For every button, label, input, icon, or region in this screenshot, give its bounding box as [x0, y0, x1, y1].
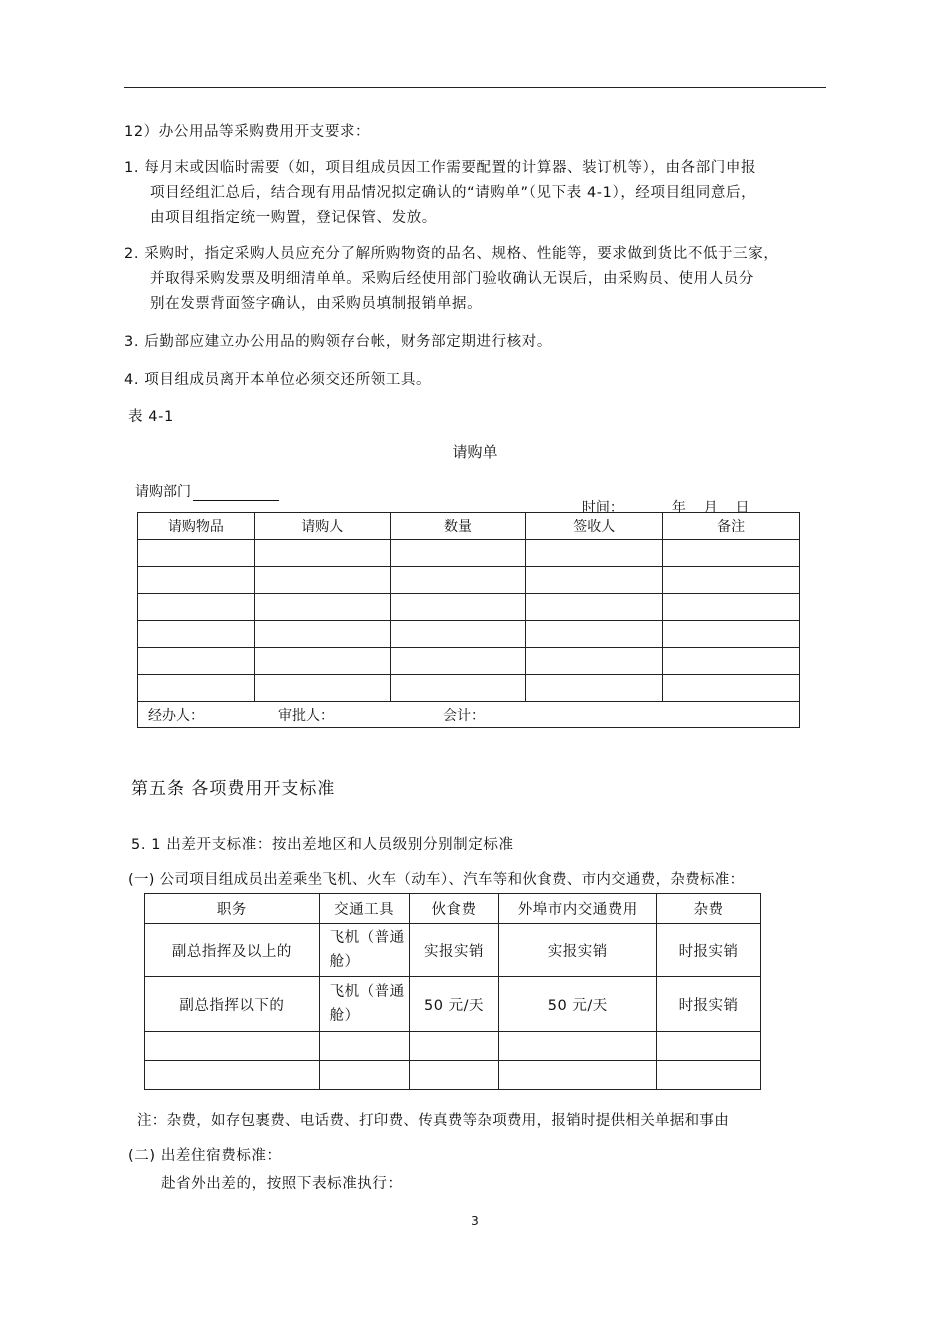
table-row [138, 621, 800, 648]
header-local-transport: 外埠市内交通费用 [499, 894, 657, 924]
cell-transport: 飞机（普通舱） [319, 924, 409, 977]
accountant-label: 会计： [443, 707, 485, 724]
cell[interactable] [254, 594, 390, 621]
table-row [145, 1032, 761, 1061]
cell[interactable] [390, 594, 526, 621]
date-units: 年 月 日 [671, 500, 750, 516]
header-item: 请购物品 [138, 513, 255, 540]
cell[interactable] [145, 1061, 320, 1090]
header-remarks: 备注 [663, 513, 800, 540]
table-label: 表 4-1 [128, 409, 174, 425]
header-rule [124, 87, 826, 88]
table-row [138, 594, 800, 621]
handler-label: 经办人： [148, 707, 204, 724]
cell-transport: 飞机（普通舱） [319, 977, 409, 1032]
purchase-form-table [137, 512, 800, 728]
item-2-line-3: 别在发票背面签字确认，由采购员填制报销单据。 [150, 296, 483, 312]
cell[interactable] [663, 675, 800, 702]
cell[interactable] [657, 1032, 761, 1061]
dept-label: 请购部门 [135, 484, 191, 500]
cell-position: 副总指挥及以上的 [145, 924, 320, 977]
cell[interactable] [526, 648, 663, 675]
cell[interactable] [138, 621, 255, 648]
item-1-line-3: 由项目组指定统一购置，登记保管、发放。 [150, 210, 437, 226]
cell[interactable] [526, 567, 663, 594]
signature-row [138, 702, 800, 728]
part-2-sub: 赴省外出差的，按照下表标准执行： [161, 1176, 403, 1192]
cell[interactable] [254, 648, 390, 675]
cell-misc: 时报实销 [657, 977, 761, 1032]
table-row [138, 567, 800, 594]
purchase-header-row [138, 513, 800, 540]
cell[interactable] [526, 540, 663, 567]
cell[interactable] [409, 1061, 499, 1090]
section-12-heading: 12）办公用品等采购费用开支要求： [124, 124, 371, 140]
page-number: 3 [471, 1214, 479, 1228]
purchase-form-title: 请购单 [452, 443, 498, 461]
item-1-line-1: 1. 每月末或因临时需要（如，项目组成员因工作需要配置的计算器、装订机等），由各部门申报 [124, 160, 757, 176]
cell[interactable] [657, 1061, 761, 1090]
cell[interactable] [499, 1032, 657, 1061]
cell[interactable] [526, 594, 663, 621]
article-5-title: 第五条 各项费用开支标准 [131, 779, 336, 799]
sub-5-1: 5. 1 出差开支标准：按出差地区和人员级别分别制定标准 [131, 837, 514, 853]
cell[interactable] [663, 621, 800, 648]
item-1-line-2: 项目经组汇总后，结合现有用品情况拟定确认的“请购单”（见下表 4-1），经项目组同意后， [150, 185, 757, 201]
header-position: 职务 [145, 894, 320, 924]
travel-standards-table [144, 893, 761, 1090]
cell[interactable] [526, 675, 663, 702]
cell[interactable] [526, 621, 663, 648]
table-row [145, 977, 761, 1032]
item-3: 3. 后勤部应建立办公用品的购领存台帐，财务部定期进行核对。 [124, 334, 552, 350]
cell-meals: 50 元/天 [409, 977, 499, 1032]
cell[interactable] [663, 540, 800, 567]
misc-note: 注：杂费，如存包裹费、电话费、打印费、传真费等杂项费用，报销时提供相关单据和事由 [137, 1113, 729, 1129]
header-requester: 请购人 [254, 513, 390, 540]
item-2-line-1: 2. 采购时，指定采购人员应充分了解所购物资的品名、规格、性能等，要求做到货比不低于三家， [124, 246, 779, 262]
cell-meals: 实报实销 [409, 924, 499, 977]
cell[interactable] [663, 648, 800, 675]
header-misc: 杂费 [657, 894, 761, 924]
cell[interactable] [390, 621, 526, 648]
cell[interactable] [138, 567, 255, 594]
approver-label: 审批人： [278, 707, 334, 724]
cell-misc: 时报实销 [657, 924, 761, 977]
part-1: (一) 公司项目组成员出差乘坐飞机、火车（动车）、汽车等和伙食费、市内交通费，杂费标准： [128, 872, 745, 888]
travel-header-row [145, 894, 761, 924]
cell[interactable] [663, 567, 800, 594]
cell[interactable] [409, 1032, 499, 1061]
item-2-line-2: 并取得采购发票及明细清单单。采购后经使用部门验收确认无误后，由采购员、使用人员分 [150, 271, 754, 287]
cell[interactable] [145, 1032, 320, 1061]
signature-cell [138, 702, 800, 728]
cell[interactable] [138, 594, 255, 621]
table-row [138, 540, 800, 567]
cell-local-transport: 实报实销 [499, 924, 657, 977]
table-row [138, 648, 800, 675]
cell[interactable] [319, 1032, 409, 1061]
cell[interactable] [319, 1061, 409, 1090]
header-quantity: 数量 [390, 513, 526, 540]
cell[interactable] [390, 648, 526, 675]
cell[interactable] [254, 675, 390, 702]
cell[interactable] [254, 540, 390, 567]
table-row [145, 1061, 761, 1090]
cell[interactable] [390, 675, 526, 702]
cell-local-transport: 50 元/天 [499, 977, 657, 1032]
cell[interactable] [138, 540, 255, 567]
cell[interactable] [254, 567, 390, 594]
cell[interactable] [390, 540, 526, 567]
dept-field [135, 481, 279, 501]
cell[interactable] [138, 675, 255, 702]
time-label: 时间： [581, 500, 624, 516]
table-row [145, 924, 761, 977]
item-4: 4. 项目组成员离开本单位必须交还所领工具。 [124, 372, 432, 388]
header-meals: 伙食费 [409, 894, 499, 924]
cell[interactable] [138, 648, 255, 675]
part-2: (二) 出差住宿费标准： [128, 1148, 282, 1164]
cell[interactable] [390, 567, 526, 594]
cell[interactable] [663, 594, 800, 621]
cell-position: 副总指挥以下的 [145, 977, 320, 1032]
cell[interactable] [254, 621, 390, 648]
cell[interactable] [499, 1061, 657, 1090]
dept-underline [193, 486, 279, 501]
header-receiver: 签收人 [526, 513, 663, 540]
header-transport: 交通工具 [319, 894, 409, 924]
table-row [138, 675, 800, 702]
